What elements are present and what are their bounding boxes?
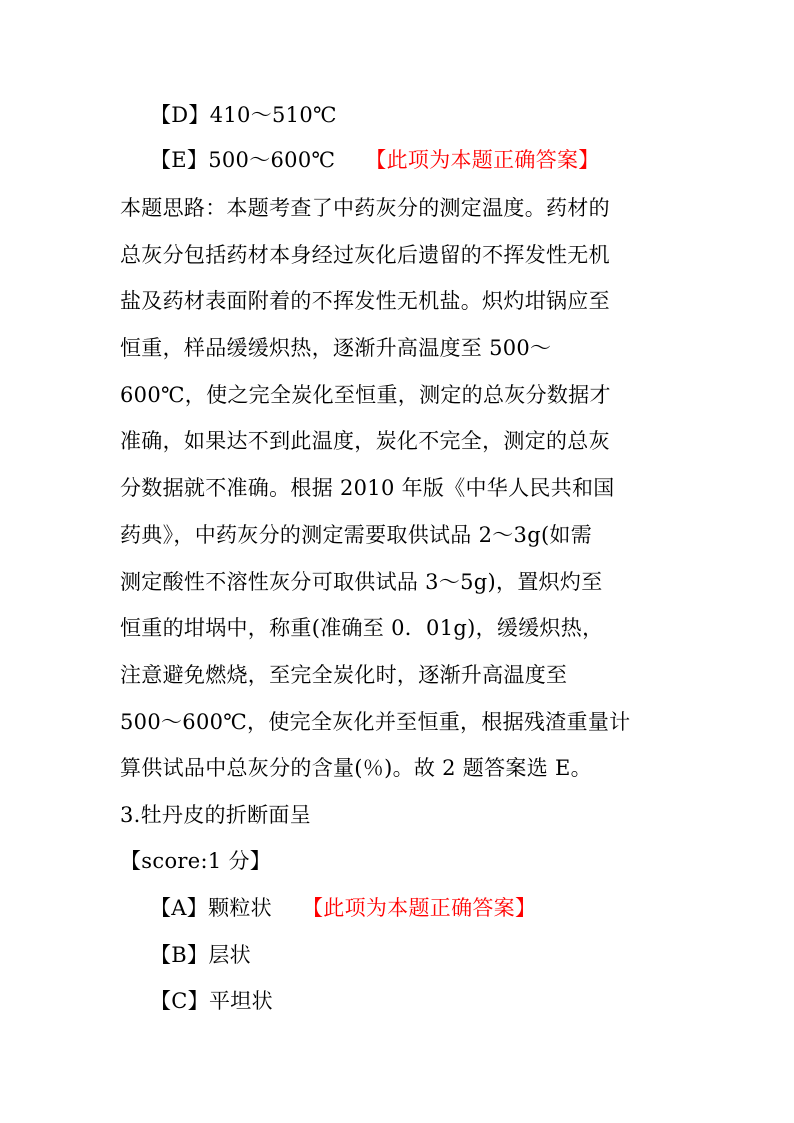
analysis-line: 分数据就不准确。根据 2010 年版《中华人民共和国 xyxy=(120,476,615,500)
option-b xyxy=(150,940,251,970)
analysis-line: 500～600℃，使完全灰化并至恒重，根据残渣重量计 xyxy=(120,710,631,734)
option-c xyxy=(150,986,273,1016)
analysis-line: 准确，如果达不到此温度，炭化不完全，测定的总灰 xyxy=(120,429,610,453)
correct-answer-marker: 【此项为本题正确答案】 xyxy=(301,896,537,920)
option-e-label: 【E】500～600℃ xyxy=(150,148,336,172)
question-stem: 3.牡丹皮的折断面呈 xyxy=(120,803,312,827)
analysis-line: 恒重的坩埚中，称重(准确至 0．01g)，缓缓炽热， xyxy=(120,616,604,640)
analysis-line: 算供试品中总灰分的含量(％)。故 2 题答案选 E。 xyxy=(120,756,592,780)
option-a xyxy=(150,893,536,923)
analysis-line: 盐及药材表面附着的不挥发性无机盐。炽灼坩锅应至 xyxy=(120,289,610,313)
analysis-line: 药典》，中药灰分的测定需要取供试品 2～3g(如需 xyxy=(120,523,593,547)
analysis-line: 本题思路：本题考查了中药灰分的测定温度。药材的 xyxy=(120,196,610,220)
option-e xyxy=(150,145,600,175)
analysis-line: 恒重，样品缓缓炽热，逐渐升高温度至 500～ xyxy=(120,336,552,360)
score-label: 【score:1 分】 xyxy=(120,849,272,873)
analysis-line: 注意避免燃烧，至完全炭化时，逐渐升高温度至 xyxy=(120,663,568,687)
option-d xyxy=(150,100,337,130)
analysis-line: 600℃，使之完全炭化至恒重，测定的总灰分数据才 xyxy=(120,383,611,407)
option-a-label: 【A】颗粒状 xyxy=(150,896,272,920)
analysis-line: 总灰分包括药材本身经过灰化后遗留的不挥发性无机 xyxy=(120,243,610,267)
option-d-label: 【D】410～510℃ xyxy=(150,103,337,127)
correct-answer-marker: 【此项为本题正确答案】 xyxy=(365,148,600,172)
analysis-line: 测定酸性不溶性灰分可取供试品 3～5g)，置炽灼至 xyxy=(120,570,603,594)
option-c-label: 【C】平坦状 xyxy=(150,989,273,1013)
option-b-label: 【B】层状 xyxy=(150,943,251,967)
